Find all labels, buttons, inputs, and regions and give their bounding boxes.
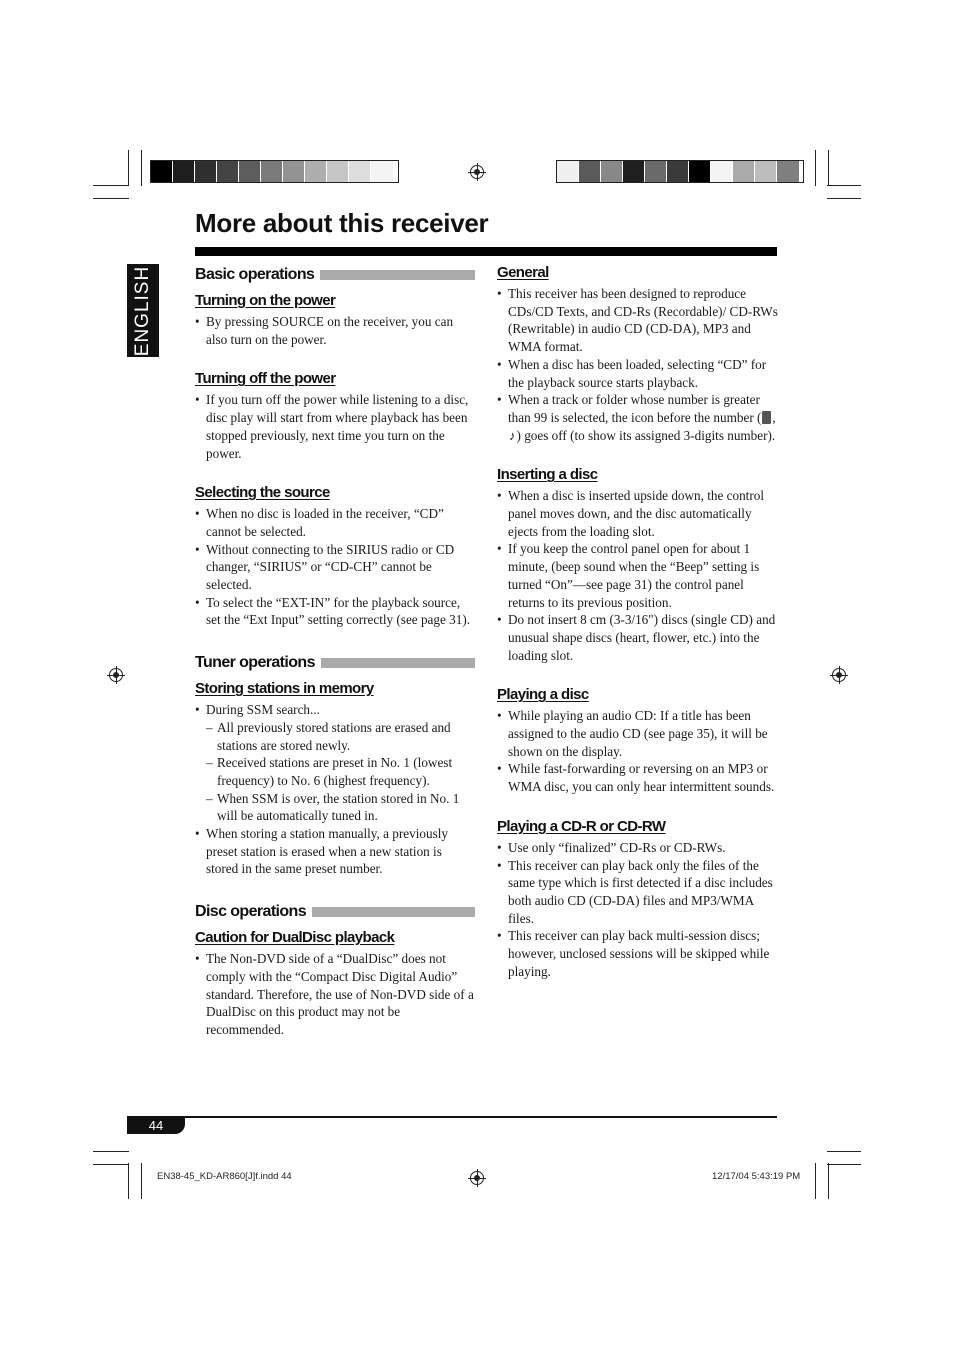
list-item: • This receiver can play back only the files of the same type which is first detected if a disc includes both audio CD (CD-DA) files and MP3/WMA files. — [497, 857, 779, 928]
registration-mark-icon — [832, 668, 846, 682]
color-swatch — [601, 161, 623, 182]
registration-mark-icon — [109, 668, 123, 682]
color-calibration-bar-right — [556, 160, 804, 183]
color-swatch — [667, 161, 689, 182]
right-column — [497, 262, 779, 981]
list-item — [195, 701, 475, 825]
list-item-text: During SSM search... — [206, 702, 320, 718]
section-heading-disc — [195, 901, 475, 923]
section-heading-text: Tuner operations — [195, 654, 315, 672]
color-swatch — [349, 161, 371, 182]
color-swatch — [371, 161, 393, 182]
subheading-turning-off: Turning off the power — [195, 370, 336, 388]
list-item: • If you turn off the power while listening to a disc, disc play will start from where playback has been stopped previously, next time you turn on the power. — [195, 391, 475, 462]
crop-mark — [827, 1151, 861, 1152]
subheading-cdr: Playing a CD-R or CD-RW — [497, 817, 666, 835]
subheading-general: General — [497, 264, 549, 281]
list-item: • When a disc is inserted upside down, the control panel moves down, and the disc automatically ejects from the loading slot. — [497, 487, 779, 540]
color-swatch — [151, 161, 173, 182]
subheading-inserting: Inserting a disc — [497, 466, 598, 484]
color-swatch — [623, 161, 645, 182]
list-item: • While fast-forwarding or reversing on an MP3 or WMA disc, you can only hear intermittent sounds. — [497, 760, 779, 795]
list-item: • This receiver has been designed to reproduce CDs/CD Texts, and CD-Rs (Recordable)/ CD-RWs (Rewritable) in audio CD (CD-DA), MP3 and WMA format. — [497, 285, 779, 356]
list-item: • Without connecting to the SIRIUS radio or CD changer, “SIRIUS” or “CD-CH” cannot be selected. — [195, 541, 475, 594]
list-storing-stations — [195, 701, 475, 878]
color-swatch — [689, 161, 711, 182]
crop-mark — [815, 150, 816, 186]
list-item-text: ) goes off (to show its assigned 3-digits number). — [516, 427, 776, 443]
section-bar — [320, 270, 475, 280]
list-item — [497, 391, 779, 444]
bottom-rule — [127, 1116, 777, 1118]
list-general — [497, 285, 779, 444]
list-item: • By pressing SOURCE on the receiver, you can also turn on the power. — [195, 313, 475, 348]
crop-mark — [827, 1164, 861, 1165]
list-dualdisc — [195, 950, 475, 1039]
crop-mark — [828, 1163, 829, 1199]
list-item: • The Non-DVD side of a “DualDisc” does not comply with the “Compact Disc Digital Audio” standard. Therefore, the use of Non-DVD side of a DualDisc on this product may not be recommended. — [195, 950, 475, 1039]
crop-mark — [93, 185, 129, 186]
color-swatch — [217, 161, 239, 182]
color-calibration-bar-left — [150, 160, 399, 183]
crop-mark — [828, 150, 829, 186]
left-column — [195, 264, 475, 1039]
list-inserting — [497, 487, 779, 664]
color-swatch — [777, 161, 799, 182]
color-swatch — [579, 161, 601, 182]
subheading-storing-stations: Storing stations in memory — [195, 680, 374, 698]
dash-item: – When SSM is over, the station stored in No. 1 will be automatically tuned in. — [206, 790, 475, 825]
list-item: • If you keep the control panel open for about 1 minute, (beep sound when the “Beep” setting is turned “On”—see page 31) the control panel returns to its previous position. — [497, 540, 779, 611]
color-swatch — [327, 161, 349, 182]
crop-mark — [141, 1163, 142, 1199]
list-playing — [497, 707, 779, 796]
list-item: • When a disc has been loaded, selecting “CD” for the playback source starts playback. — [497, 356, 779, 391]
crop-mark — [827, 185, 861, 186]
color-swatch — [239, 161, 261, 182]
slug-timestamp: 12/17/04 5:43:19 PM — [712, 1171, 801, 1182]
color-swatch — [173, 161, 195, 182]
section-heading-tuner — [195, 652, 475, 674]
list-cdr — [497, 839, 779, 981]
list-item: • This receiver can play back multi-session discs; however, unclosed sessions will be skipped while playing. — [497, 927, 779, 980]
section-heading-text: Basic operations — [195, 266, 315, 283]
dash-item: – All previously stored stations are erased and stations are stored newly. — [206, 719, 475, 754]
slug-filename: EN38-45_KD-AR860[J]f.indd 44 — [157, 1171, 292, 1182]
language-tab-label: ENGLISH — [132, 265, 153, 356]
list-item: • While playing an audio CD: If a title has been assigned to the audio CD (see page 35), it will be shown on the display. — [497, 707, 779, 760]
section-bar — [321, 658, 475, 668]
list-item: • Use only “finalized” CD-Rs or CD-RWs. — [497, 839, 779, 857]
subheading-selecting-source: Selecting the source — [195, 484, 330, 502]
list-selecting-source — [195, 505, 475, 629]
color-swatch — [261, 161, 283, 182]
subheading-playing: Playing a disc — [497, 686, 589, 704]
list-item: • When no disc is loaded in the receiver, “CD” cannot be selected. — [195, 505, 475, 540]
color-swatch — [195, 161, 217, 182]
registration-mark-icon — [470, 165, 484, 179]
list-turning-off — [195, 391, 475, 462]
section-heading-text: Disc operations — [195, 903, 307, 921]
color-swatch — [557, 161, 579, 182]
list-item: • To select the “EXT-IN” for the playback source, set the “Ext Input” setting correctly (see page 31). — [195, 594, 475, 629]
language-tab — [127, 264, 159, 357]
color-swatch — [645, 161, 667, 182]
color-swatch — [711, 161, 733, 182]
separator-text: , — [772, 409, 776, 425]
crop-mark — [141, 150, 142, 186]
color-swatch — [283, 161, 305, 182]
subheading-turning-on: Turning on the power — [195, 292, 336, 309]
crop-mark — [128, 150, 129, 186]
dash-item: – Received stations are preset in No. 1 (lowest frequency) to No. 6 (highest frequency). — [206, 754, 475, 789]
list-item-text: When a track or folder whose number is greater than 99 is selected, the icon before the number ( — [508, 392, 762, 425]
crop-mark — [827, 198, 861, 199]
list-item: • Do not insert 8 cm (3-3/16") discs (single CD) and unusual shape discs (heart, flower, etc.) into the loading slot. — [497, 611, 779, 664]
dash-list — [206, 719, 475, 825]
crop-mark — [93, 1164, 129, 1165]
list-item: • When storing a station manually, a previously preset station is erased when a new station is stored in the same preset number. — [195, 825, 475, 878]
page-number: 44 — [127, 1118, 185, 1134]
folder-icon — [762, 411, 771, 424]
list-turning-on — [195, 313, 475, 348]
section-heading-basic — [195, 264, 475, 286]
title-rule — [195, 247, 777, 256]
music-note-icon: ♪ — [509, 427, 516, 443]
crop-mark — [128, 1163, 129, 1199]
registration-mark-icon — [470, 1171, 484, 1185]
crop-mark — [93, 198, 129, 199]
section-bar — [312, 907, 475, 917]
color-swatch — [755, 161, 777, 182]
crop-mark — [815, 1163, 816, 1199]
color-swatch — [305, 161, 327, 182]
crop-mark — [93, 1151, 129, 1152]
color-swatch — [733, 161, 755, 182]
subheading-dualdisc: Caution for DualDisc playback — [195, 929, 395, 947]
page-title: More about this receiver — [195, 208, 489, 238]
